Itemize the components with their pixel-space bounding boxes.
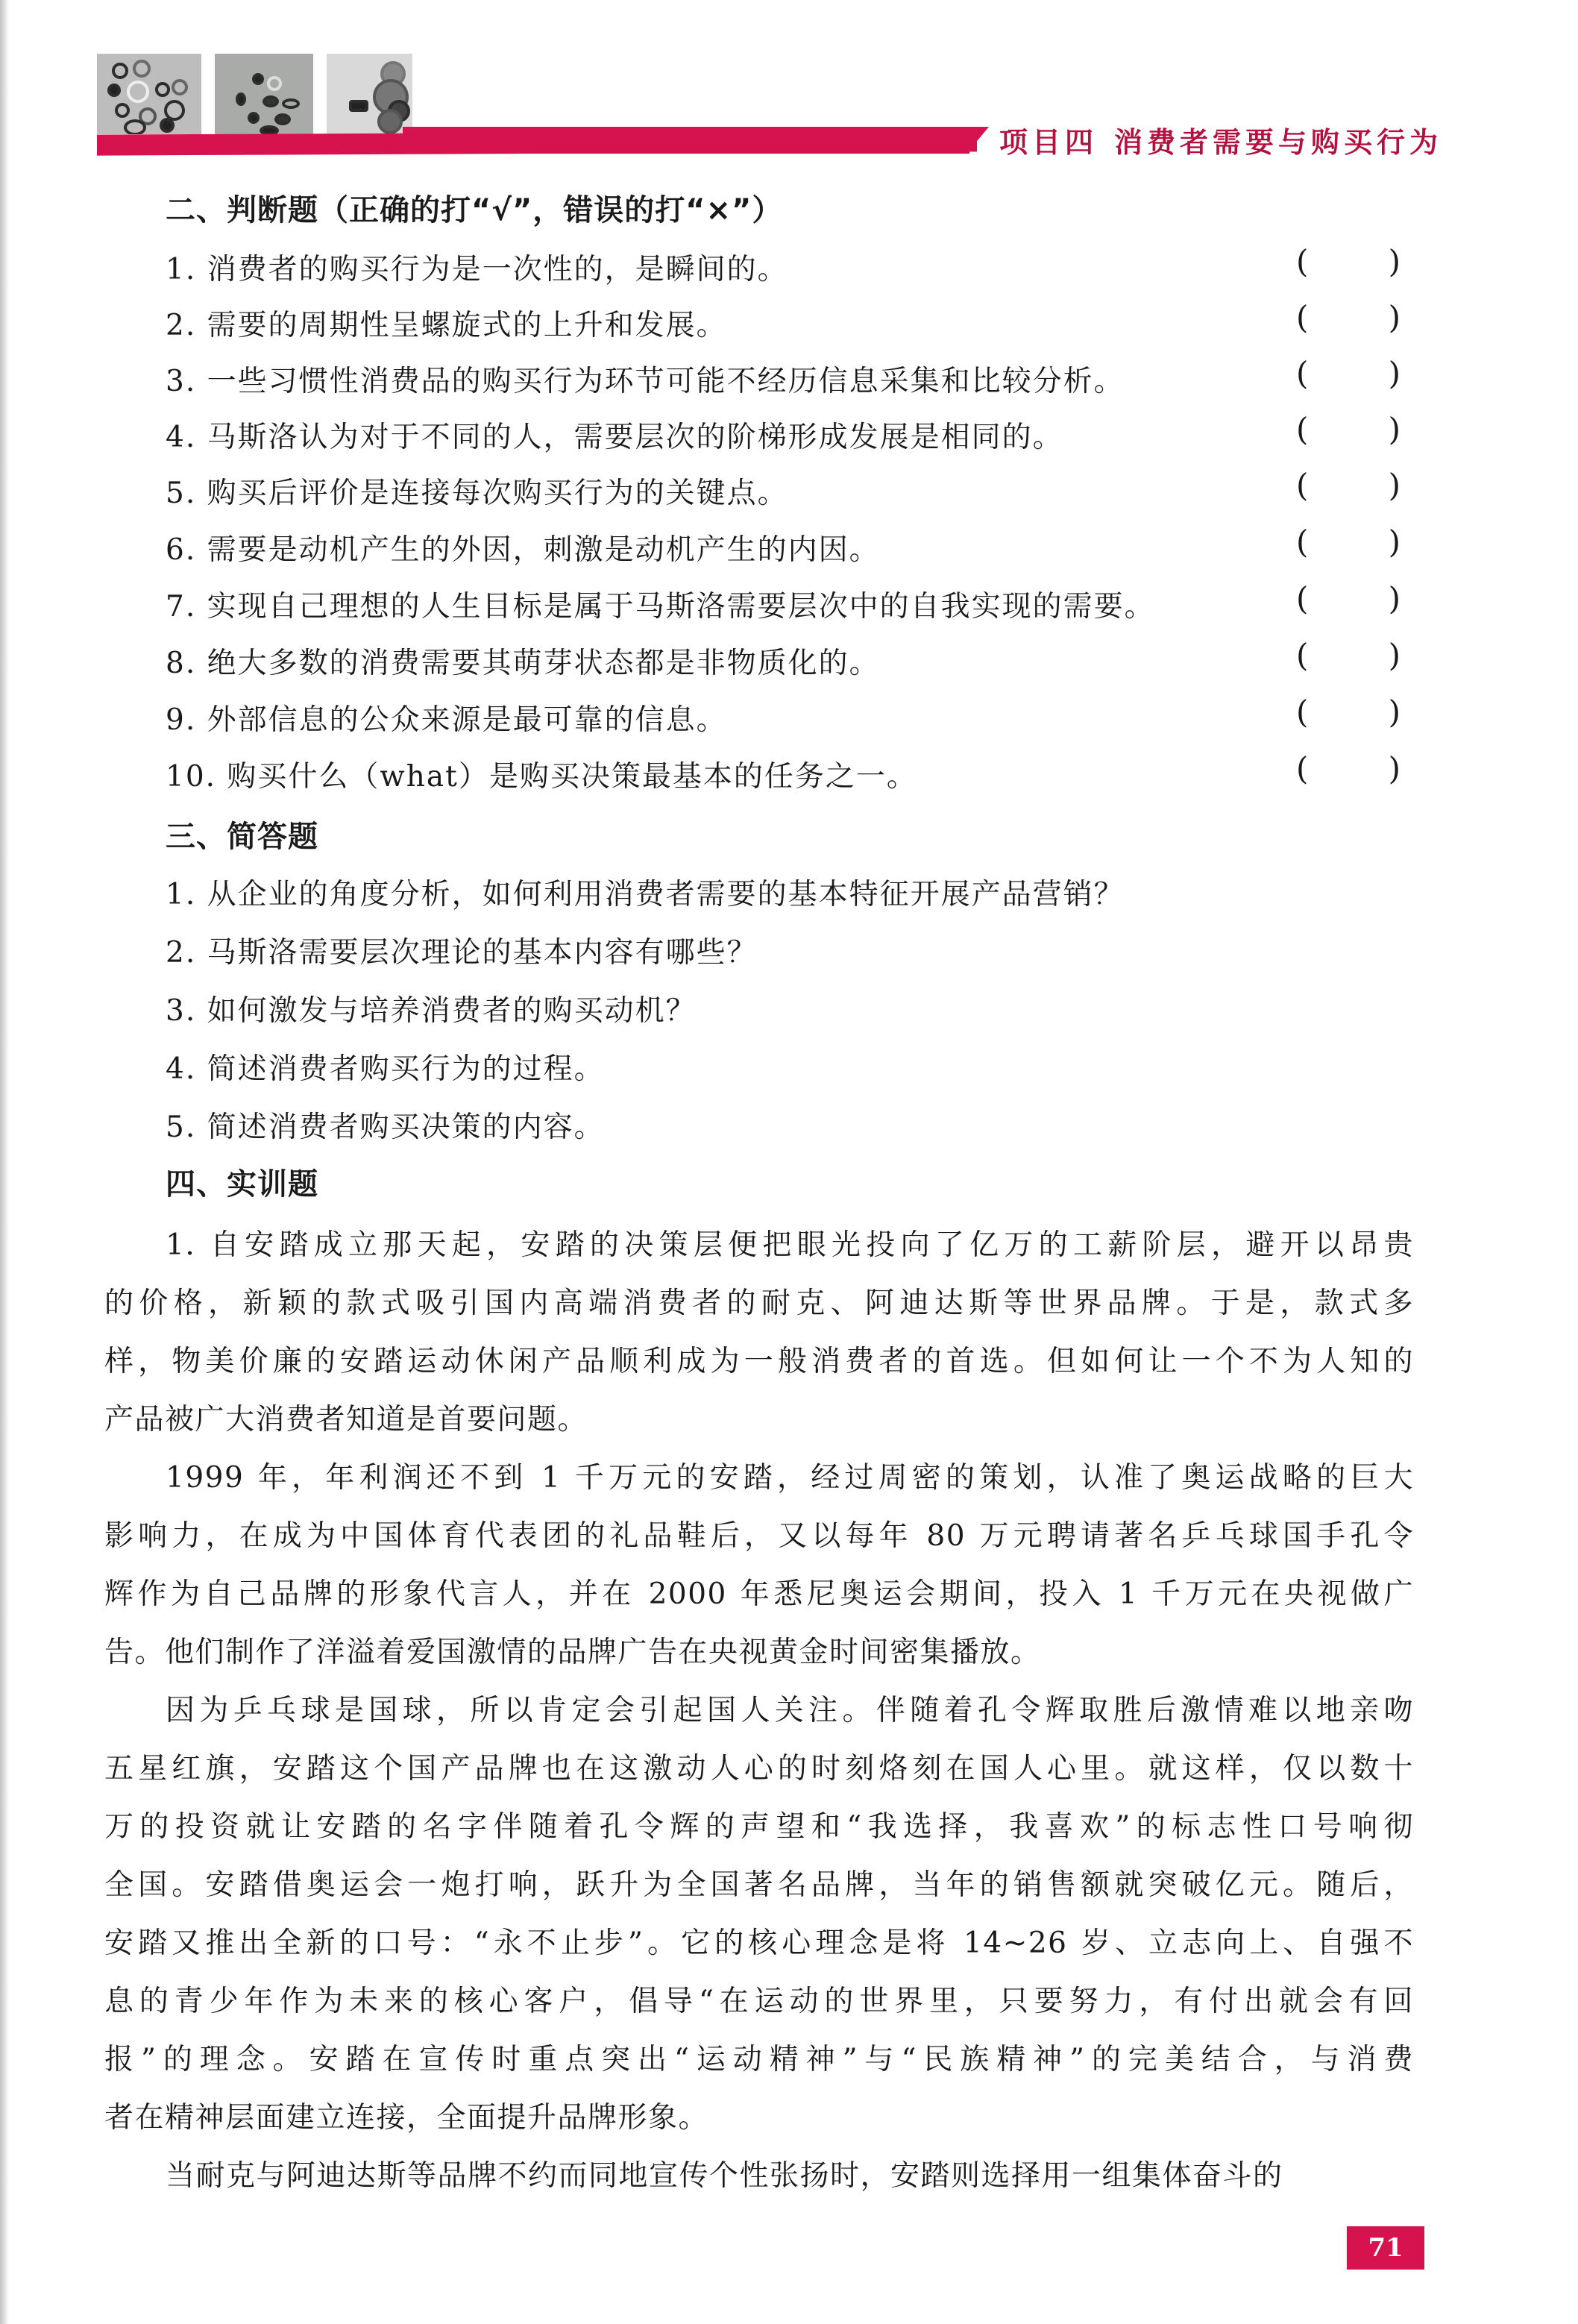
short-answer-item: 4. 简述消费者购买行为的过程。 bbox=[166, 1052, 605, 1086]
answer-blank[interactable]: ( ) bbox=[1296, 694, 1401, 730]
true-false-item: 7. 实现自己理想的人生目标是属于马斯洛需要层次中的自我实现的需要。 bbox=[166, 590, 1155, 624]
case-text-line: 1. 自安踏成立那天起，安踏的决策层便把眼光投向了亿万的工薪阶层，避开以昂贵 bbox=[166, 1228, 1414, 1262]
short-answer-item: 1. 从企业的角度分析，如何利用消费者需要的基本特征开展产品营销？ bbox=[166, 878, 1125, 911]
case-text-line: 因为乒乓球是国球，所以肯定会引起国人关注。伴随着孔令辉取胜后激情难以地亲吻 bbox=[166, 1694, 1414, 1727]
short-answer-item: 5. 简述消费者购买决策的内容。 bbox=[166, 1111, 605, 1144]
case-text-line: 息的青少年作为未来的核心客户，倡导“在运动的世界里，只要努力，有付出就会有回 bbox=[104, 1985, 1414, 2018]
header-ribbon-tab bbox=[403, 127, 969, 154]
case-text-line: 安踏又推出全新的口号：“永不止步”。它的核心理念是将 14~26 岁、立志向上、自强不 bbox=[104, 1926, 1414, 1960]
case-text-line: 报”的理念。安踏在宣传时重点突出“运动精神”与“民族精神”的完美结合，与消费 bbox=[104, 2043, 1414, 2076]
true-false-item: 1. 消费者的购买行为是一次性的，是瞬间的。 bbox=[166, 253, 788, 286]
true-false-item: 5. 购买后评价是连接每次购买行为的关键点。 bbox=[166, 477, 788, 510]
answer-blank[interactable]: ( ) bbox=[1296, 637, 1401, 673]
case-text-line: 辉作为自己品牌的形象代言人，并在 2000 年悉尼奥运会期间，投入 1 千万元在央视做广 bbox=[104, 1577, 1414, 1611]
answer-blank[interactable]: ( ) bbox=[1296, 524, 1401, 560]
page-number-badge: 71 bbox=[1347, 2226, 1424, 2270]
answer-blank[interactable]: ( ) bbox=[1296, 299, 1401, 336]
true-false-item: 2. 需要的周期性呈螺旋式的上升和发展。 bbox=[166, 309, 727, 342]
case-text-line: 1999 年，年利润还不到 1 千万元的安踏，经过周密的策划，认准了奥运战略的巨大 bbox=[166, 1461, 1414, 1495]
case-text-line: 样，物美价廉的安踏运动休闲产品顺利成为一般消费者的首选。但如何让一个不为人知的 bbox=[104, 1345, 1414, 1378]
section-heading-practical: 四、实训题 bbox=[166, 1167, 318, 1202]
section-heading-short-answer: 三、简答题 bbox=[166, 820, 318, 854]
true-false-item: 9. 外部信息的公众来源是最可靠的信息。 bbox=[166, 703, 727, 737]
case-text-line: 产品被广大消费者知道是首要问题。 bbox=[104, 1403, 588, 1436]
answer-blank[interactable]: ( ) bbox=[1296, 411, 1401, 447]
header-photo-stones bbox=[215, 54, 313, 134]
short-answer-item: 3. 如何激发与培养消费者的购买动机？ bbox=[166, 994, 697, 1028]
header-photo-hand-bubbles bbox=[327, 54, 412, 134]
true-false-item: 8. 绝大多数的消费需要其萌芽状态都是非物质化的。 bbox=[166, 647, 880, 680]
header-photo-beads bbox=[97, 54, 201, 134]
page-binding-shadow bbox=[0, 0, 9, 2324]
chapter-number: 项目四 bbox=[999, 126, 1098, 159]
answer-blank[interactable]: ( ) bbox=[1296, 580, 1401, 617]
chapter-title bbox=[999, 119, 1442, 160]
case-text-line: 当耐克与阿迪达斯等品牌不约而同地宣传个性张扬时，安踏则选择用一组集体奋斗的 bbox=[166, 2159, 1283, 2193]
true-false-item: 6. 需要是动机产生的外因，刺激是动机产生的内因。 bbox=[166, 533, 880, 567]
case-text-line: 告。他们制作了洋溢着爱国激情的品牌广告在央视黄金时间密集播放。 bbox=[104, 1636, 1041, 1669]
section-heading-true-false: 二、判断题（正确的打“√”，错误的打“×”） bbox=[166, 193, 783, 227]
case-text-line: 五星红旗，安踏这个国产品牌也在这激动人心的时刻烙刻在国人心里。就这样，仅以数十 bbox=[104, 1752, 1414, 1786]
header-ribbon-arrow bbox=[966, 127, 989, 154]
answer-blank[interactable]: ( ) bbox=[1296, 750, 1401, 787]
case-text-line: 者在精神层面建立连接，全面提升品牌形象。 bbox=[104, 2101, 709, 2135]
case-text-line: 全国。安踏借奥运会一炮打响，跃升为全国著名品牌，当年的销售额就突破亿元。随后， bbox=[104, 1868, 1414, 1902]
true-false-item: 4. 马斯洛认为对于不同的人，需要层次的阶梯形成发展是相同的。 bbox=[166, 421, 1063, 454]
case-text-line: 的价格，新颖的款式吸引国内高端消费者的耐克、阿迪达斯等世界品牌。于是，款式多 bbox=[104, 1287, 1414, 1320]
case-text-line: 影响力，在成为中国体育代表团的礼品鞋后，又以每年 80 万元聘请著名乒乓球国手孔令 bbox=[104, 1519, 1414, 1553]
answer-blank[interactable]: ( ) bbox=[1296, 355, 1401, 392]
true-false-item: 3. 一些习惯性消费品的购买行为环节可能不经历信息采集和比较分析。 bbox=[166, 365, 1125, 398]
page-header bbox=[0, 0, 1578, 164]
short-answer-item: 2. 马斯洛需要层次理论的基本内容有哪些？ bbox=[166, 936, 758, 970]
answer-blank[interactable]: ( ) bbox=[1296, 467, 1401, 503]
case-text-line: 万的投资就让安踏的名字伴随着孔令辉的声望和“我选择，我喜欢”的标志性口号响彻 bbox=[104, 1810, 1414, 1844]
header-photo-strip bbox=[97, 54, 412, 134]
true-false-item: 10. 购买什么（what）是购买决策最基本的任务之一。 bbox=[166, 760, 917, 794]
answer-blank[interactable]: ( ) bbox=[1296, 243, 1401, 280]
chapter-name: 消费者需要与购买行为 bbox=[1114, 126, 1443, 159]
